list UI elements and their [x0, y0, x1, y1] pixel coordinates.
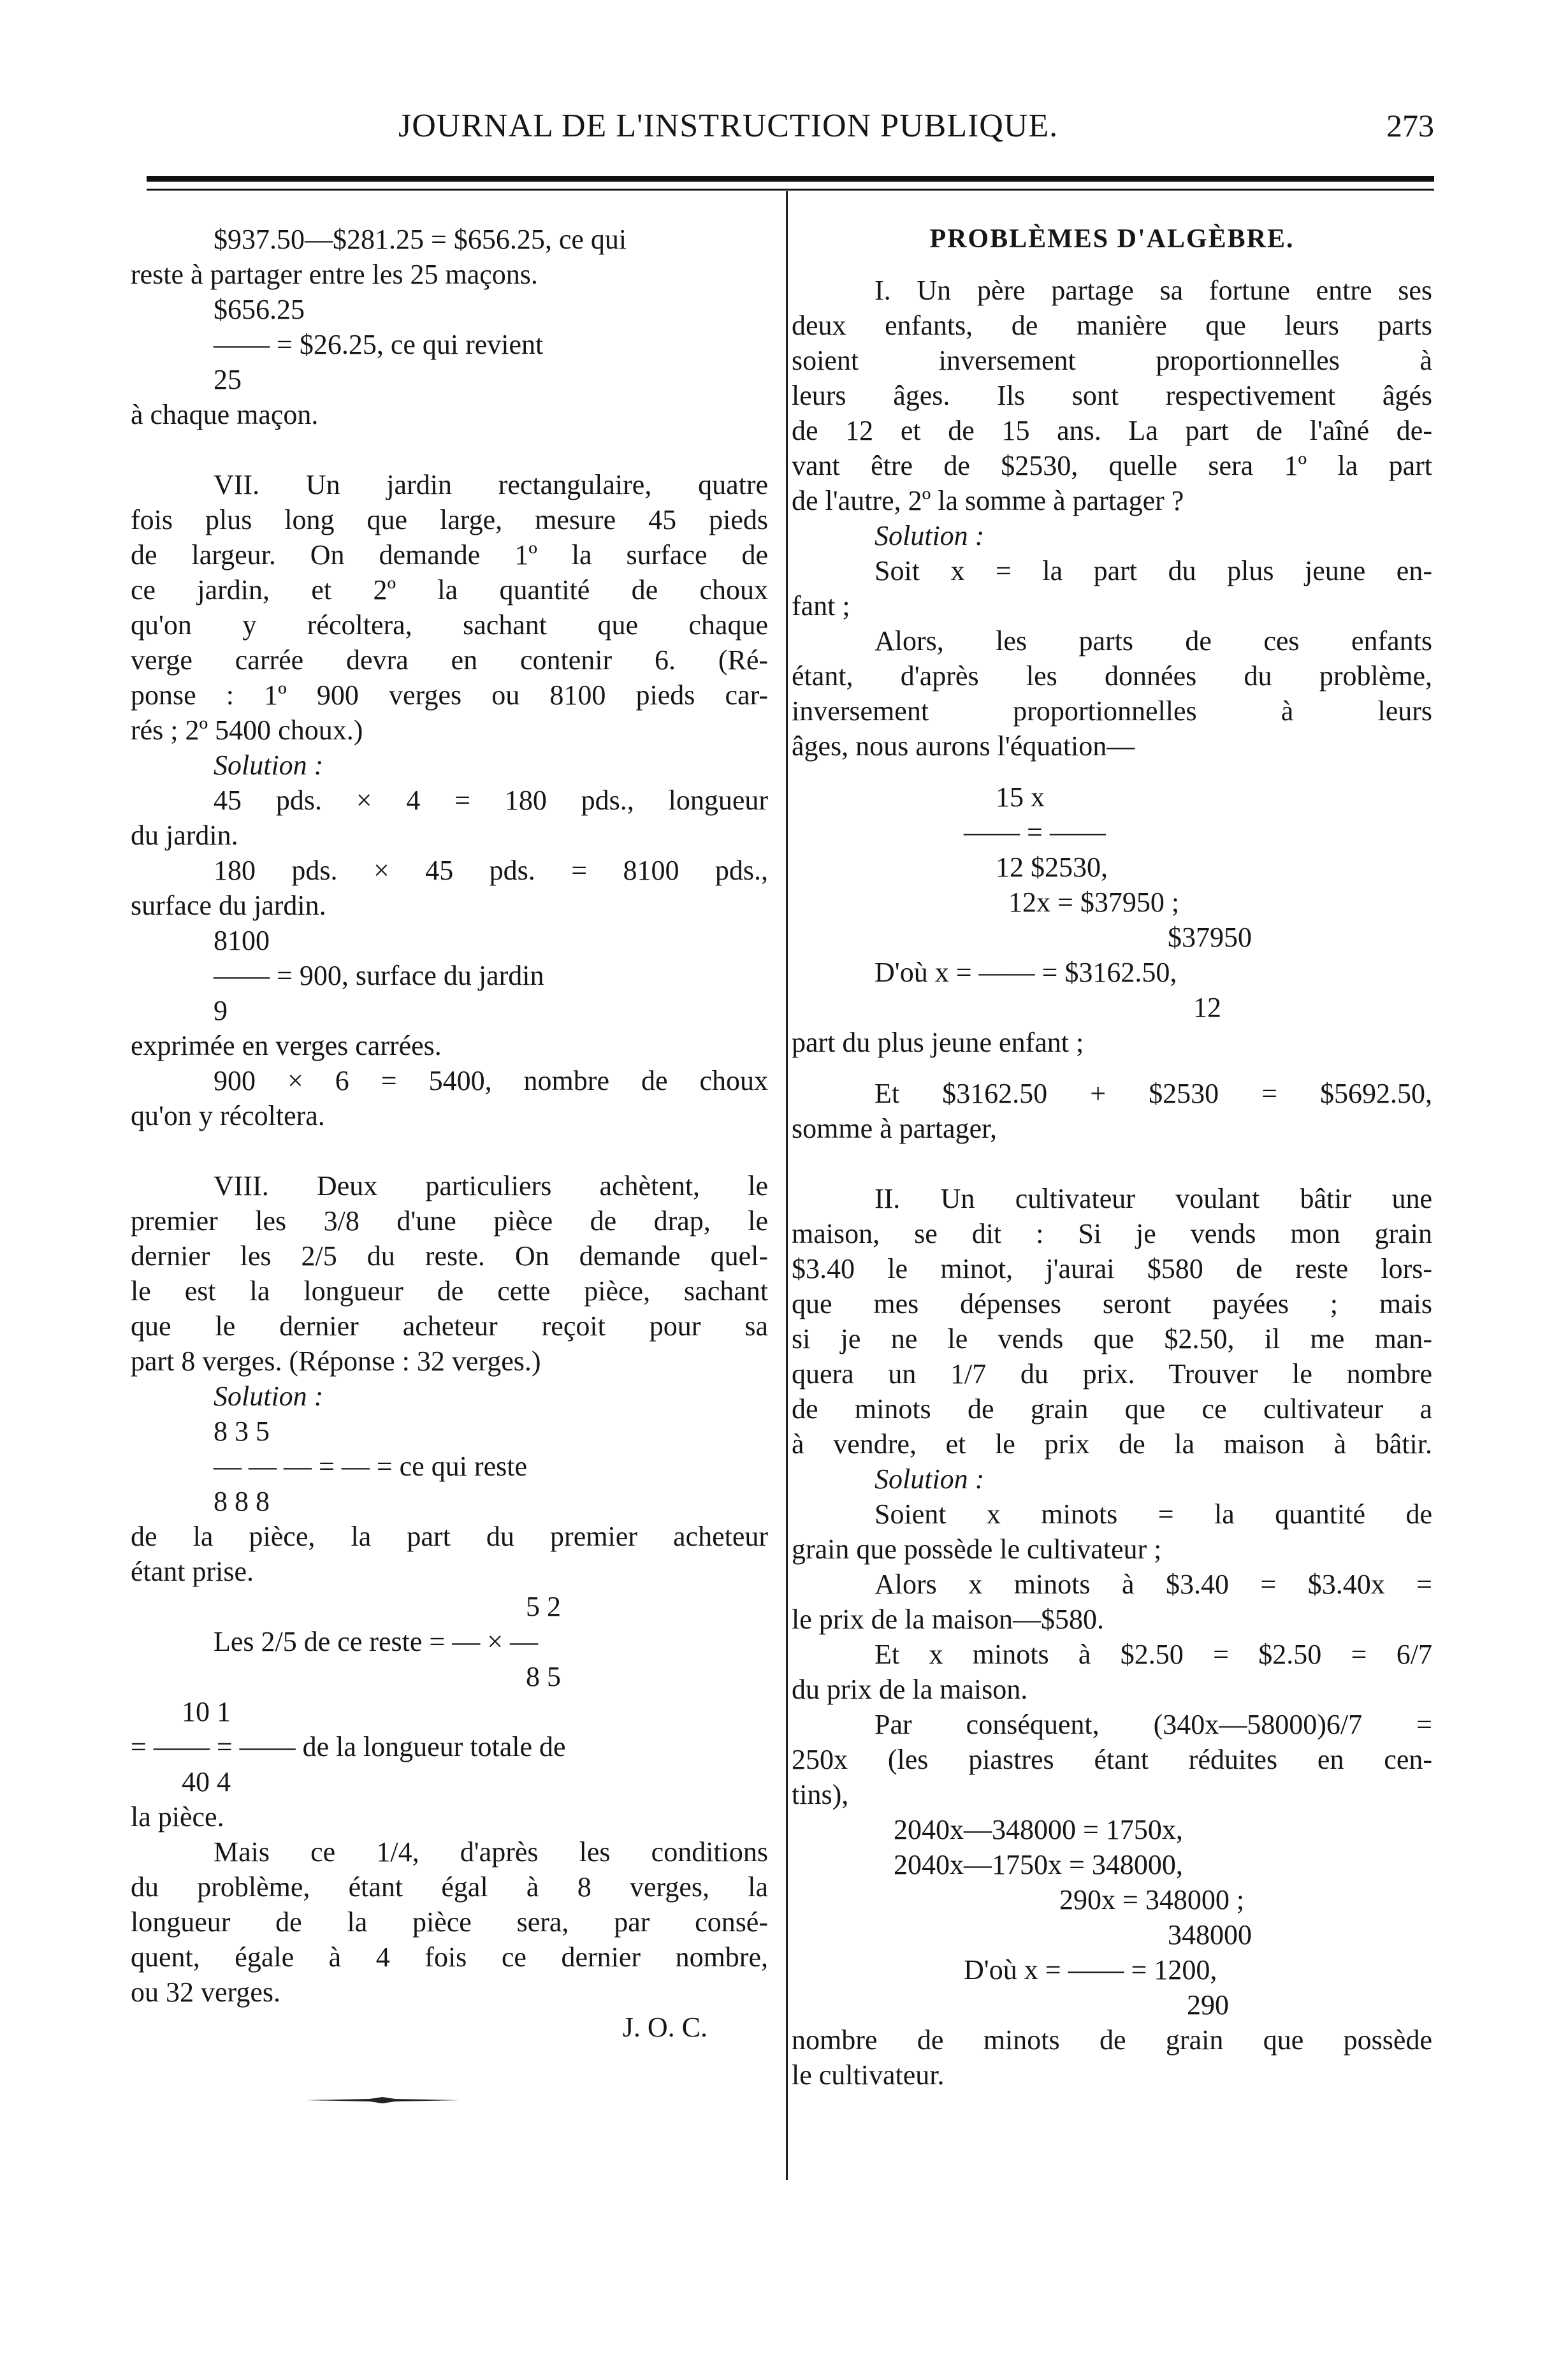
page-number: 273: [1386, 108, 1434, 143]
text-line: Et x minots à $2.50 = $2.50 = 6/7: [875, 1639, 1432, 1670]
text-line: fois plus long que large, mesure 45 pieds: [131, 504, 768, 535]
text-line: 900 × 6 = 5400, nombre de choux: [214, 1065, 768, 1096]
text-line: de minots de grain que ce cultivateur a: [792, 1393, 1432, 1425]
text-line: âges, nous aurons l'équation—: [792, 730, 1135, 762]
journal-title: JOURNAL DE L'INSTRUCTION PUBLIQUE.: [398, 108, 1059, 144]
solution-heading: Solution :: [875, 520, 985, 551]
text-line: ou 32 verges.: [131, 1977, 281, 2008]
header-rule-thick: [147, 176, 1434, 182]
text-line: Mais ce 1/4, d'après les conditions: [214, 1836, 768, 1868]
equation-line: D'où x = —— = $3162.50,: [875, 957, 1177, 988]
spacer: [131, 432, 768, 467]
equation-line: 2040x—348000 = 1750x,: [894, 1814, 1183, 1845]
fraction-denominator: 9: [214, 995, 228, 1026]
spacer: [792, 257, 1432, 273]
text-line: somme à partager,: [792, 1113, 997, 1144]
spacer: [792, 1060, 1432, 1076]
text-line: étant prise.: [131, 1556, 254, 1587]
text-line: si je ne le vends que $2.50, il me man-: [792, 1323, 1432, 1354]
text-line: à vendre, et le prix de la maison à bâtir.: [792, 1428, 1432, 1460]
text-line: que mes dépenses seront payées ; mais: [792, 1288, 1432, 1319]
text-line: 45 pds. × 4 = 180 pds., longueur: [214, 785, 768, 816]
text-line: le cultivateur.: [792, 2059, 945, 2091]
text-line: de 12 et de 15 ans. La part de l'aîné de-: [792, 415, 1432, 446]
fraction-numerators: 5 2: [526, 1591, 561, 1622]
fraction-denominators: 8 8 8: [214, 1486, 270, 1517]
right-column: [792, 222, 1432, 2093]
text-line: inversement proportionnelles à leurs: [792, 695, 1432, 727]
text-line: étant, d'après les données du problème,: [792, 660, 1432, 692]
text-line: de la pièce, la part du premier acheteur: [131, 1521, 768, 1552]
text-line: ce jardin, et 2º la quantité de choux: [131, 574, 768, 606]
fraction-bar-line: —— = $26.25, ce qui revient: [214, 329, 544, 360]
fraction-numerator: $656.25: [214, 294, 305, 325]
header-rule-thin: [147, 189, 1434, 191]
solution-heading: Solution :: [214, 750, 324, 781]
text-line: 180 pds. × 45 pds. = 8100 pds.,: [214, 855, 768, 886]
text-line: surface du jardin.: [131, 890, 326, 921]
fraction-bar-line: = —— = —— de la longueur totale de: [131, 1731, 566, 1762]
fraction-denominators: 40 4: [182, 1766, 231, 1797]
text-line: que le dernier acheteur reçoit pour sa: [131, 1310, 768, 1342]
spacer: [792, 764, 1432, 780]
text-line: part 8 verges. (Réponse : 32 verges.): [131, 1346, 541, 1377]
text-line: deux enfants, de manière que leurs parts: [792, 310, 1432, 341]
text-line: leurs âges. Ils sont respectivement âgés: [792, 380, 1432, 411]
text-line: Soit x = la part du plus jeune en-: [875, 555, 1432, 586]
solution-heading: Solution :: [214, 1381, 324, 1412]
text-line: soient inversement proportionnelles à: [792, 345, 1432, 376]
text-line: tins),: [792, 1779, 849, 1810]
spacer: [131, 1133, 768, 1168]
text-line: de largeur. On demande 1º la surface de: [131, 539, 768, 570]
equation-denominators: 12 $2530,: [996, 852, 1108, 883]
text-line: quent, égale à 4 fois ce dernier nombre,: [131, 1941, 768, 1973]
text-line: vant être de $2530, quelle sera 1º la part: [792, 450, 1432, 481]
problem-viii-text: VIII. Deux particuliers achètent, le: [214, 1170, 768, 1201]
problem-i-text: I. Un père partage sa fortune entre ses: [875, 275, 1432, 306]
fraction-numerator: 8100: [214, 925, 270, 956]
fraction-denominator: 290: [1187, 1989, 1229, 2021]
column-divider: [786, 191, 788, 2180]
text-line: le est la longueur de cette pièce, sachant: [131, 1275, 768, 1307]
text-line: $3.40 le minot, j'aurai $580 de reste lors-: [792, 1253, 1432, 1284]
text-line: Par conséquent, (340x—58000)6/7 =: [875, 1709, 1432, 1740]
text-line: Alors x minots à $3.40 = $3.40x =: [875, 1569, 1432, 1600]
text-line: quera un 1/7 du prix. Trouver le nombre: [792, 1358, 1432, 1390]
fraction-denominators: 8 5: [526, 1661, 561, 1692]
fraction-bar-line: Les 2/5 de ce reste = — × —: [214, 1626, 539, 1657]
fraction-denominator: 12: [1193, 992, 1221, 1023]
fraction-bar-line: —— = 900, surface du jardin: [214, 960, 544, 991]
ornament-rule: [306, 2097, 459, 2103]
text-line: Soient x minots = la quantité de: [875, 1498, 1432, 1530]
running-header: [147, 107, 1434, 158]
text-line: grain que possède le cultivateur ;: [792, 1534, 1162, 1565]
text-line: part du plus jeune enfant ;: [792, 1027, 1084, 1058]
equation-line: 12x = $37950 ;: [1008, 887, 1180, 918]
text-line: reste à partager entre les 25 maçons.: [131, 259, 538, 290]
text-line: maison, se dit : Si je vends mon grain: [792, 1218, 1432, 1249]
text-line: premier les 3/8 d'une pièce de drap, le: [131, 1205, 768, 1237]
fraction-numerator: 348000: [1168, 1919, 1252, 1950]
text-line: Alors, les parts de ces enfants: [875, 625, 1432, 657]
text-line: la pièce.: [131, 1801, 224, 1832]
spacer: [792, 1146, 1432, 1181]
left-column: [131, 222, 768, 2045]
equation-line: D'où x = —— = 1200,: [964, 1954, 1217, 1985]
text-line: fant ;: [792, 590, 850, 621]
problem-vii-text: VII. Un jardin rectangulaire, quatre: [214, 469, 768, 500]
equation-numerators: 15 x: [996, 781, 1045, 813]
fraction-numerators: 8 3 5: [214, 1416, 270, 1447]
text-line: rés ; 2º 5400 choux.): [131, 715, 363, 746]
problem-ii-text: II. Un cultivateur voulant bâtir une: [875, 1183, 1432, 1214]
fraction-numerator: $37950: [1168, 922, 1252, 953]
text-line: du jardin.: [131, 820, 238, 851]
text-line: du prix de la maison.: [792, 1674, 1028, 1705]
text-line: nombre de minots de grain que possède: [792, 2024, 1432, 2056]
text-line: 250x (les piastres étant réduites en cen-: [792, 1744, 1432, 1775]
text-line: de l'autre, 2º la somme à partager ?: [792, 485, 1184, 516]
text-line: à chaque maçon.: [131, 399, 319, 430]
text-line: verge carrée devra en contenir 6. (Ré-: [131, 644, 768, 676]
text-line: du problème, étant égal à 8 verges, la: [131, 1871, 768, 1903]
text-line: dernier les 2/5 du reste. On demande quel-: [131, 1240, 768, 1272]
text-line: ponse : 1º 900 verges ou 8100 pieds car-: [131, 679, 768, 711]
text-line: $937.50—$281.25 = $656.25, ce qui: [214, 224, 627, 255]
text-line: qu'on y récoltera, sachant que chaque: [131, 609, 768, 641]
text-line: qu'on y récoltera.: [131, 1100, 325, 1131]
solution-heading: Solution :: [875, 1463, 985, 1495]
equation-bar-line: —— = ——: [964, 816, 1106, 848]
signature-initials: J. O. C.: [622, 2012, 708, 2043]
fraction-denominator: 25: [214, 364, 242, 395]
fraction-bar-line: — — — = — = ce qui reste: [214, 1451, 527, 1482]
equation-line: Et $3162.50 + $2530 = $5692.50,: [875, 1078, 1432, 1109]
equation-line: 2040x—1750x = 348000,: [894, 1849, 1183, 1880]
text-line: exprimée en verges carrées.: [131, 1030, 442, 1061]
equation-line: 290x = 348000 ;: [1059, 1884, 1245, 1915]
text-line: le prix de la maison—$580.: [792, 1604, 1105, 1635]
fraction-numerators: 10 1: [182, 1696, 231, 1727]
text-line: longueur de la pièce sera, par consé-: [131, 1906, 768, 1938]
section-heading: PROBLÈMES D'ALGÈBRE.: [929, 224, 1295, 254]
